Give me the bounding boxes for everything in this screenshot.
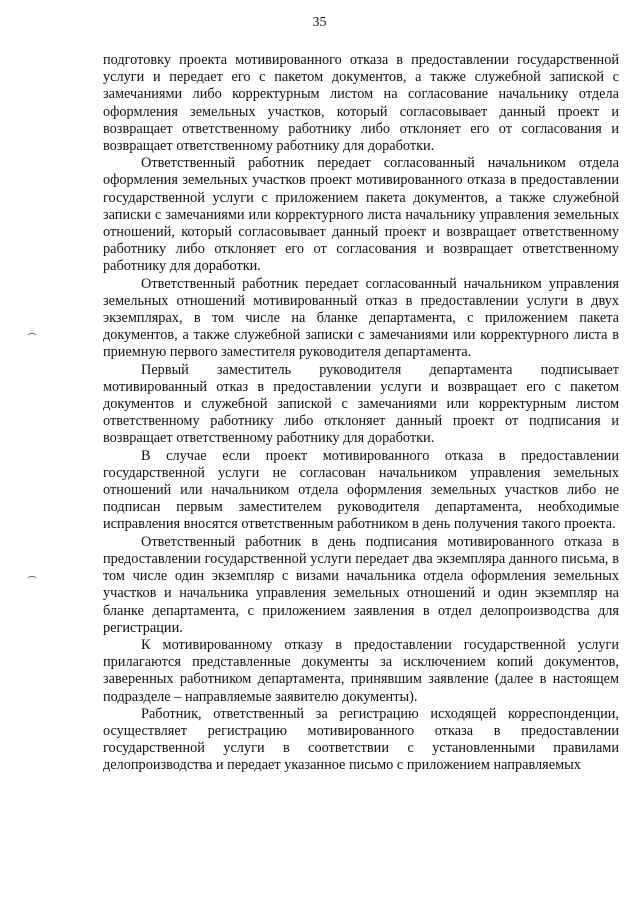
document-body <box>103 52 619 775</box>
paragraph: К мотивированному отказу в предоставлении государственной услуги прилагаются представленные документы за исключением копий документов, заверенных работником департамента, принявшим заявление (далее в настоящем подразделе – направляемые заявителю документы). <box>103 636 619 705</box>
paragraph: Первый заместитель руководителя департамента подписывает мотивированный отказ в предоставлении услуги и возвращает его с пакетом документов и служебной запиской с замечаниями или корректурным листом ответственному работнику либо отклоняет данный проект от подписания и возвращает ответственному работнику для доработки. <box>103 361 619 447</box>
paragraph: подготовку проекта мотивированного отказа в предоставлении государственной услуги и передает его с пакетом документов, а также служебной запиской с замечаниями либо корректурным листом на согласование начальнику отдела оформления земельных участков, который согласовывает данный проект и возвращает ответственному работнику либо отклоняет его от согласования и возвращает ответственному работнику для доработки. <box>103 52 619 155</box>
paragraph: Ответственный работник передает согласованный начальником отдела оформления земельных участков проект мотивированного отказа в предоставлении государственной услуги с приложением пакета документов, а также служебной записки с замечаниями или корректурного листа начальнику управления земельных отношений, который согласовывает данный проект и возвращает ответственному работнику либо отклоняет его от согласования и возвращает ответственному работнику для доработки. <box>103 155 619 275</box>
paragraph: Работник, ответственный за регистрацию исходящей корреспонденции, осуществляет регистрацию мотивированного отказа в предоставлении государственной услуги в соответствии с установленными правилами делопроизводства и передает указанное письмо с приложением направляемых <box>103 705 619 774</box>
paragraph: Ответственный работник в день подписания мотивированного отказа в предоставлении государственной услуги передает два экземпляра данного письма, в том числе один экземпляр с визами начальника отдела оформления земельных участков и начальника управления земельных отношений и один экземпляр на бланке департамента, с приложением заявления в отдел делопроизводства для регистрации. <box>103 533 619 636</box>
margin-mark <box>27 576 37 583</box>
page-number: 35 <box>312 15 327 30</box>
paragraph: В случае если проект мотивированного отказа в предоставлении государственной услуги не согласован начальником управления земельных отношений или начальником отдела оформления земельных участков либо не подписан первым заместителем руководителя департамента, необходимые исправления вносятся ответственным работником в день получения такого проекта. <box>103 447 619 533</box>
margin-mark <box>27 333 37 340</box>
paragraph: Ответственный работник передает согласованный начальником управления земельных отношений мотивированный отказ в предоставлении услуги в двух экземплярах, в том числе на бланке департамента, с приложением пакета документов, а также служебной записки с замечаниями или корректурного листа в приемную первого заместителя руководителя департамента. <box>103 275 619 361</box>
